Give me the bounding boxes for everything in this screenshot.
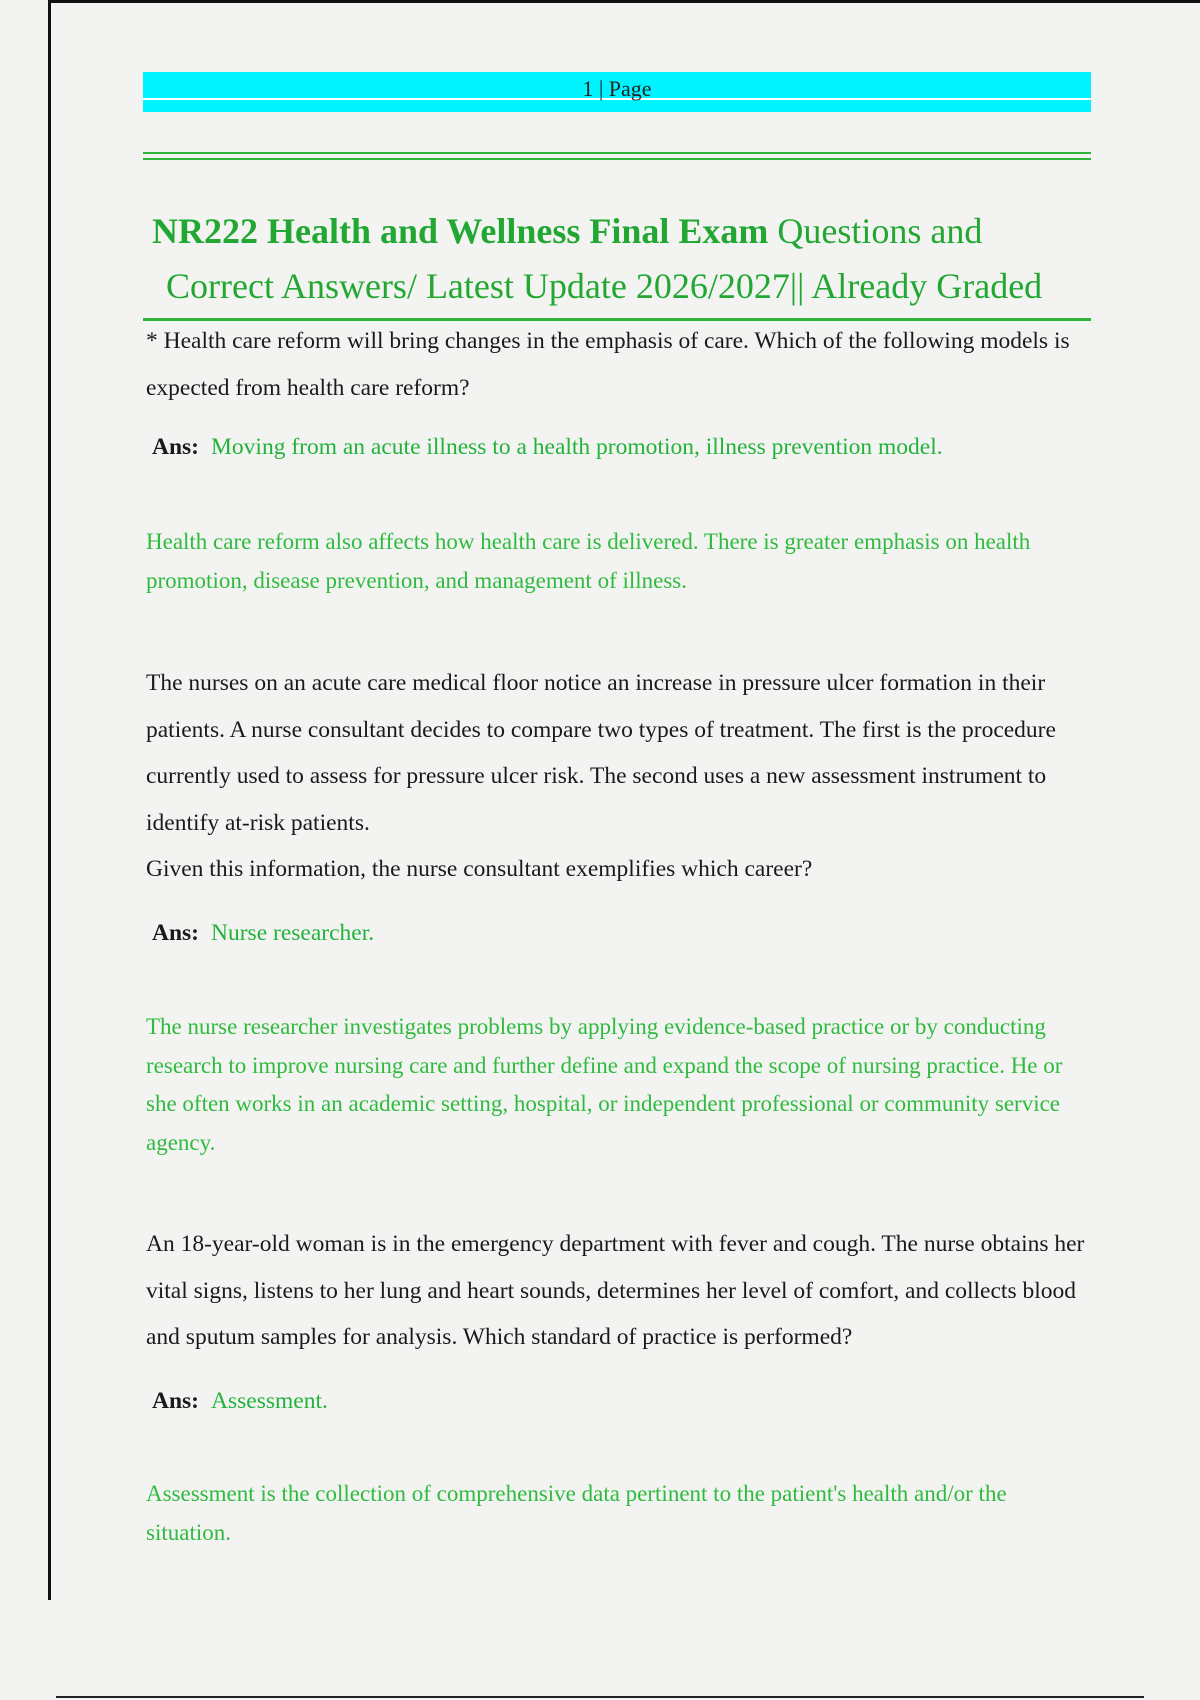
answer-label: Ans: [152,1388,200,1414]
answer-label: Ans: [152,434,200,460]
title-line-2: Correct Answers/ Latest Update 2026/2027|| Already Graded [166,266,1043,306]
page-header-band [143,72,1091,112]
page-border-left [48,0,51,1600]
header-rule-2 [143,158,1091,160]
title-line-1 [152,204,1052,259]
title-line-1-rest: Questions and [768,211,983,251]
answer-label: Ans: [152,920,200,946]
question-1: * Health care reform will bring changes in the emphasis of care. Which of the following models is expected from health care reform? [146,328,1070,401]
header-rule-1 [143,152,1091,154]
answer-text: Nurse researcher. [211,920,375,946]
question-3: An 18-year-old woman is in the emergency department with fever and cough. The nurse obtains her vital signs, listens to her lung and heart sounds, determines her level of comfort, and collects blood and sputum samples for analysis. Which standard of practice is performed? [146,1231,1085,1350]
question-2: The nurses on an acute care medical floor notice an increase in pressure ulcer formation in their patients. A nurse consultant decides to compare two types of treatment. The first is the procedure currently used to assess for pressure ulcer risk. The second uses a new assessment instrument to identify at-risk patients. [146,670,1056,836]
answer-text: Moving from an acute illness to a health promotion, illness prevention model. [211,434,943,460]
question-2-followup: Given this information, the nurse consultant exemplifies which career? [146,856,813,882]
document-title [152,204,1052,314]
answer-2 [152,918,1082,948]
rationale-2: The nurse researcher investigates problems by applying evidence-based practice or by conducting research to improve nursing care and further define and expand the scope of nursing practice. He or she often works in an academic setting, hospital, or independent professional or community service agency. [146,1014,1063,1155]
title-bold-part: NR222 Health and Wellness Final Exam [152,211,769,251]
bottom-rule [56,1696,1144,1698]
rationale-3: Assessment is the collection of comprehensive data pertinent to the patient's health and/or the situation. [146,1481,1007,1545]
answer-text: Assessment. [211,1388,328,1414]
answer-3 [152,1386,1082,1416]
page-border-top [48,0,1200,3]
page-number-label: 1 | Page [582,76,652,101]
rationale-1: Health care reform also affects how health care is delivered. There is greater emphasis on health promotion, disease prevention, and management of illness. [146,529,1031,593]
answer-1 [152,432,1082,462]
